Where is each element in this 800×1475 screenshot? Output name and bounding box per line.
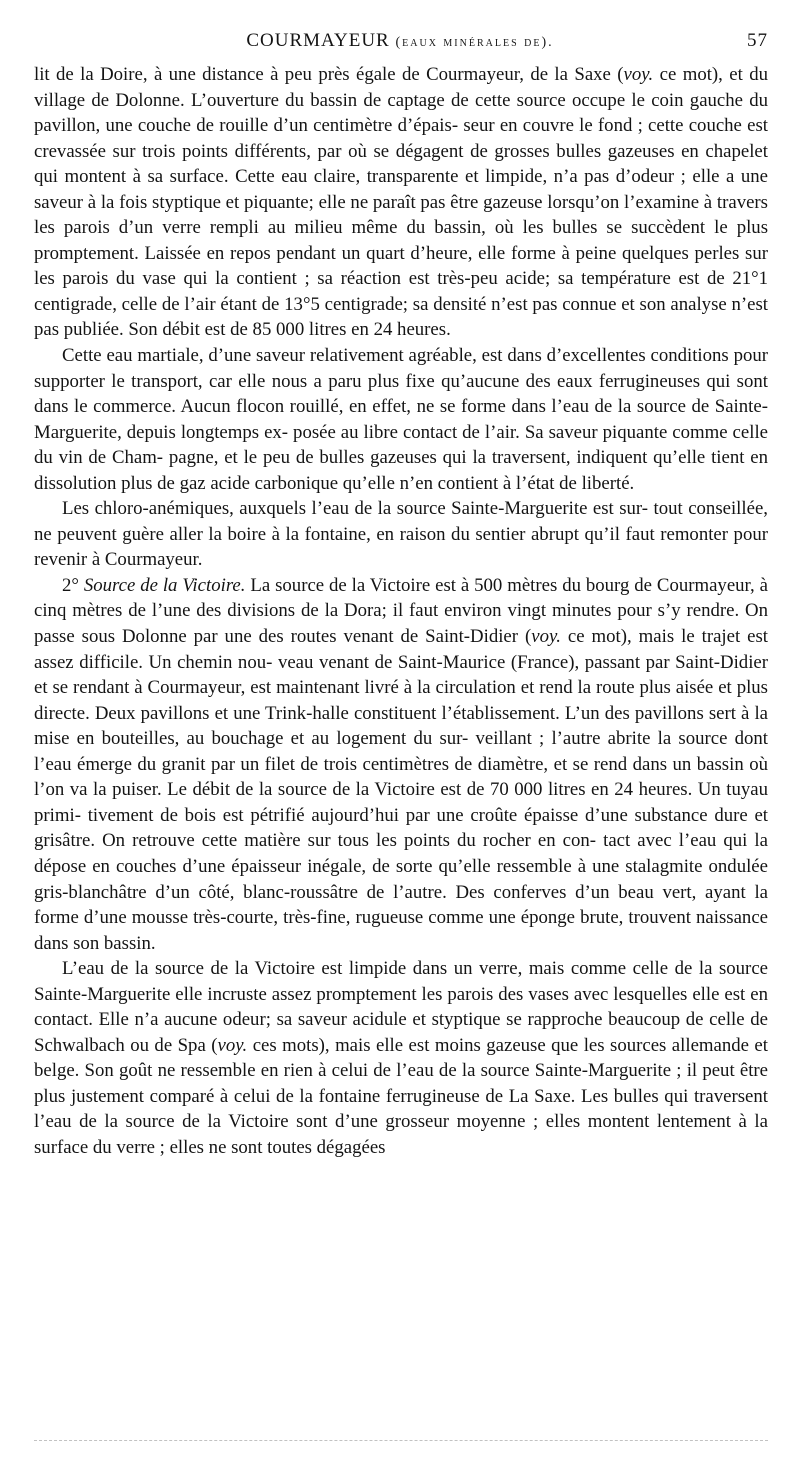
text-line: tact avec l’eau qui la dépose en couches d’une épaisseur inégale, de sorte qu’elle — [34, 830, 768, 877]
text-line: posée au libre contact de l’air. Sa saveur piquante comme celle du vin de Cham- — [34, 421, 768, 469]
text-line: centimètres de diamètre, et se rend dans un bassin où l’on va la puiser. Le débit — [34, 753, 768, 801]
text-line: où se dégagent de grosses bulles gazeuses en chapelet qui montent à sa surface. — [34, 140, 768, 188]
text-line: de la source de la Victoire est de 70 000 litres en 24 heures. Un tuyau primi- — [34, 779, 769, 826]
text-line: Cette eau claire, transparente et limpide, n’a pas d’odeur ; elle a une saveur à la — [34, 166, 769, 213]
text-line: ressemble à une stalagmite ondulée gris-blanchâtre d’un côté, blanc-roussâtre de — [34, 855, 768, 903]
text-line: Courmayeur, est maintenant livré à la circulation et rend la route plus aisée et — [147, 677, 737, 699]
paragraph-source-victoire — [34, 573, 768, 956]
text-line: succèdent le plus promptement. Laissée en repos pendant un quart d’heure, elle — [34, 217, 768, 264]
text-line: ne se forme dans l’eau de la source de Sainte-Marguerite, depuis longtemps ex- — [34, 396, 768, 443]
page-number: 57 — [747, 30, 768, 51]
text-line: pagne, et le peu de bulles gazeuses qui la traversent, indiquent qu’elle tient en — [168, 447, 769, 469]
text-line: travers les parois d’un verre rempli au milieu même du bassin, où les bulles se — [34, 191, 768, 239]
text-line: 2° Source de la Victoire. La source de la Victoire est à 500 mètres du bourg de — [62, 574, 657, 596]
text-line: elles montent lentement à la surface du verre ; elles ne sont toutes dégagées — [34, 1111, 768, 1158]
text-line: occupe le coin gauche du pavillon, une couche de rouille d’un centimètre d’épais- — [34, 89, 769, 137]
paragraph-eau-victoire — [34, 956, 768, 1160]
text-line: tivement de bois est pétrifié aujourd’hui par une croûte épaisse d’une substance — [87, 804, 715, 826]
text-line: Courmayeur, à cinq mètres de l’une des divisions de la Dora; il faut environ — [34, 574, 768, 622]
text-line: 13°5 centigrade; sa densité n’est pas connue et son analyse n’est pas publiée. Son — [34, 293, 768, 341]
text-line: dissolution plus de gaz acide carbonique qu’elle n’en contient à l’état de liberté. — [34, 472, 635, 494]
running-title — [0, 30, 800, 52]
text-line: tout conseillée, ne peuvent guère aller la boire à la fontaine, en raison du sentier — [34, 498, 768, 545]
text-line: Les chloro-anémiques, auxquels l’eau de la source Sainte-Marguerite est sur- — [62, 498, 654, 520]
text-line: de Saint-Didier (voy. ce mot), mais le trajet est assez difficile. Un chemin nou- — [34, 626, 769, 673]
running-head — [0, 30, 800, 60]
text-line: très-fine, rugueuse comme une éponge brute, trouvent naissance dans son bassin. — [34, 907, 768, 954]
paragraph-sainte-marguerite-continued — [34, 62, 768, 343]
text-line: conditions pour supporter le transport, car elle nous a paru plus fixe qu’aucune — [34, 345, 768, 392]
text-line: qui traversent l’eau de la source de la Victoire sont d’une grosseur moyenne ; — [34, 1085, 768, 1133]
running-title-subtitle: (eaux minérales de). — [395, 35, 554, 50]
text-line: et styptique se rapproche beaucoup de celle de Schwalbach ou de Spa (voy. ces — [34, 1009, 768, 1056]
text-line: seur en couvre le fond ; cette couche est crevassée sur trois points différents, par — [34, 115, 768, 162]
text-line: est très-peu acide; sa température est de 21°1 centigrade, celle de l’air étant de — [34, 268, 769, 315]
text-line: veau venant de Saint-Maurice (France), passant par Saint-Didier et se rendant à — [34, 651, 769, 699]
bottom-rule — [34, 1440, 768, 1441]
text-line: Cette eau martiale, d’une saveur relativement agréable, est dans d’excellentes — [62, 345, 651, 367]
text-line: plus justement comparé à celui de la fontaine ferrugineuse de La Saxe. Les bulles — [34, 1085, 665, 1107]
paragraph-eau-martiale — [34, 343, 768, 496]
text-line: abrupt qu’il faut remonter pour revenir à Courmayeur. — [34, 523, 768, 571]
paragraph-chloro-anemiques — [34, 496, 768, 573]
text-line: forme à peine quelques perles sur les parois du vase qui la contient ; sa réaction — [34, 242, 768, 290]
running-title-main: COURMAYEUR — [246, 30, 390, 51]
text-line: L’eau de la source de la Victoire est limpide dans un verre, mais comme celle — [62, 958, 675, 980]
text-line: vingt minutes pour s’y rendre. On passe sous Dolonne par une des routes venant — [34, 600, 769, 648]
text-line: veillant ; l’autre abrite la source dont l’eau émerge du granit par un filet de trois — [34, 728, 769, 775]
text-line: dure et grisâtre. On retrouve cette matière sur tous les points du rocher en con- — [34, 804, 768, 852]
text-line: plus directe. Deux pavillons et une Trink-halle constituent l’établissement. L’un — [34, 677, 768, 724]
text-line: des eaux ferrugineuses qui sont dans le commerce. Aucun flocon rouillé, en effet, — [34, 370, 768, 418]
text-line: débit est de 85 000 litres en 24 heures. — [162, 319, 451, 341]
text-line: fois styptique et piquante; elle ne paraît pas être gazeuse lorsqu’on l’examine à — [119, 191, 717, 213]
text-line: ne ressemble en rien à celui de l’eau de la source Sainte-Marguerite ; il peut être — [157, 1060, 768, 1082]
text-line: des pavillons sert à la mise en bouteilles, au bouchage et au logement du sur- — [34, 702, 769, 750]
text-line: lit de la Doire, à une distance à peu près égale de Courmayeur, de la Saxe (voy. — [34, 64, 654, 85]
text-line: de la source Sainte-Marguerite elle incruste assez promptement les parois des — [34, 958, 768, 1005]
text-line: ce mot), et du village de Dolonne. L’ouverture du bassin de captage de cette source — [34, 64, 768, 111]
text-line: vases avec lesquelles elle est en contact. Elle n’a aucune odeur; sa saveur acidule — [34, 983, 768, 1031]
body-text — [34, 62, 768, 1161]
text-line: l’autre. Des conferves d’un beau vert, ayant la forme d’une mousse très-courte, — [34, 881, 768, 929]
text-line: mots), mais elle est moins gazeuse que les sources allemande et belge. Son goût — [34, 1034, 768, 1082]
